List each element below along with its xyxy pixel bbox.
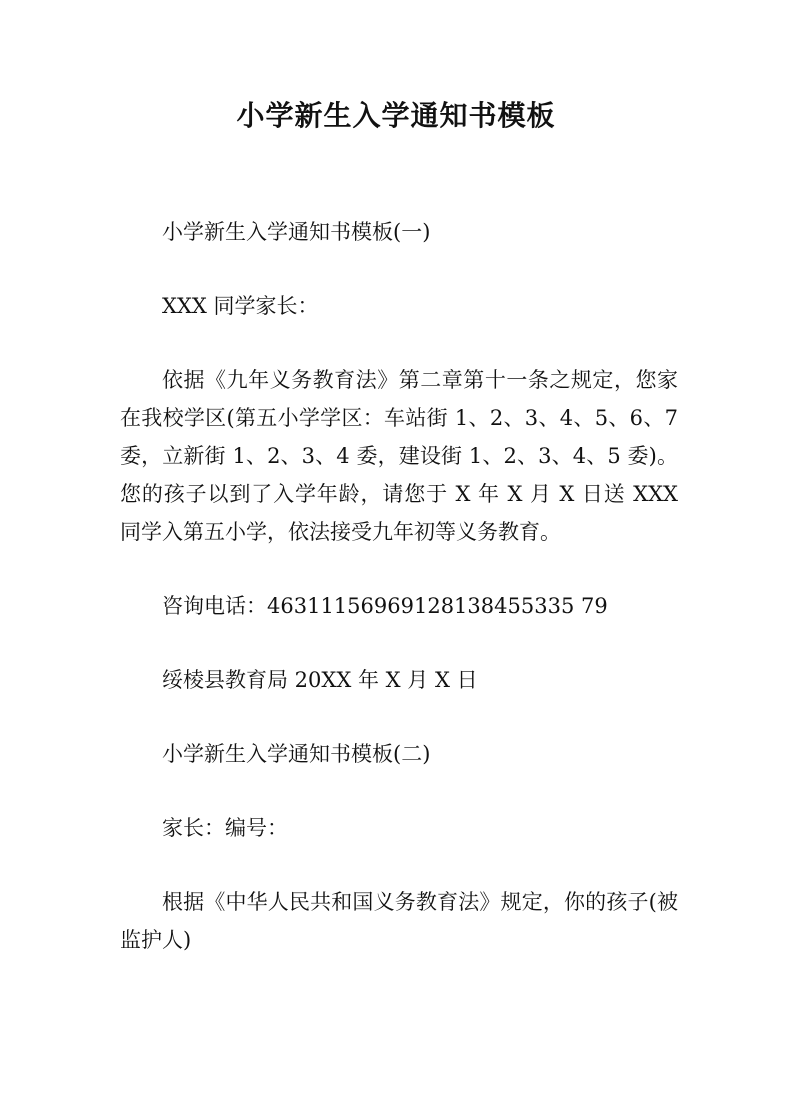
contact-phone: 咨询电话：46311156969128138455335 79 [162,594,608,618]
law-paragraph: 根据《中华人民共和国义务教育法》规定，你的孩子(被监护人) [120,890,678,952]
section-heading-two: 小学新生入学通知书模板(二) [162,742,431,766]
issuer-date: 绥棱县教育局 20XX 年 X 月 X 日 [162,668,478,692]
document-title: 小学新生入学通知书模板 [236,99,556,132]
salutation: XXX 同学家长： [162,294,319,318]
notice-paragraph: 依据《九年义务教育法》第二章第十一条之规定，您家在我校学区(第五小学学区：车站街 1、2、3、4、5、6、7 委，立新街 1、2、3、4 委，建设街 1、2、3、4、5 委)。您的孩子以到了入学年龄，请您于 X 年 X 月 X 日送 XXX 同学入第五小学，依法接受九年初等义务教育。 [120,368,678,544]
section-heading-one: 小学新生入学通知书模板(一) [162,220,431,244]
parent-number-line: 家长：编号： [162,816,288,840]
document-body [120,213,678,995]
